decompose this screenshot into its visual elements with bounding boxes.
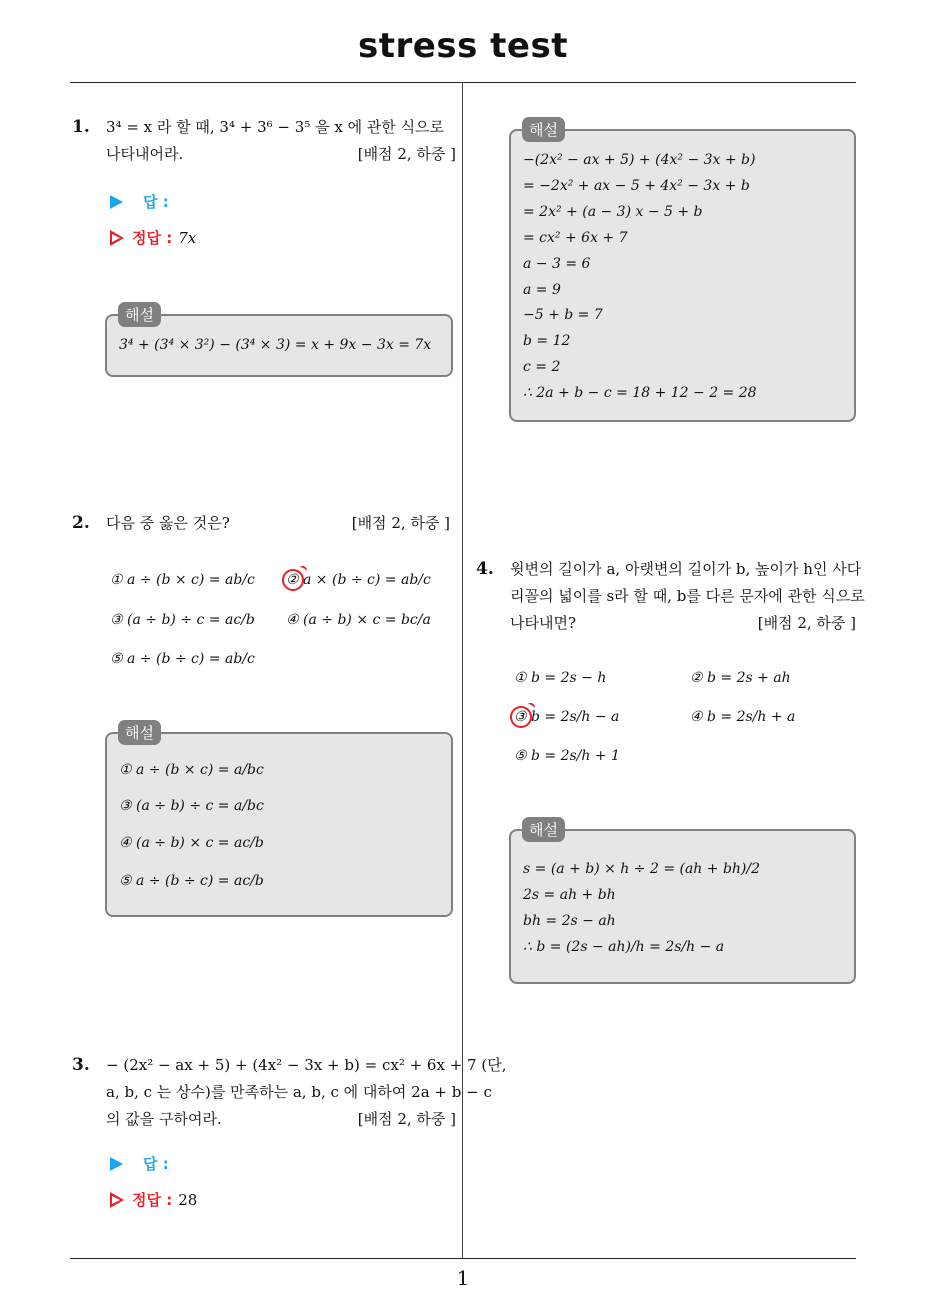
solution-line: ∴ b = (2s − ah)/h = 2s/h − a xyxy=(523,939,725,955)
question-line: 리꼴의 넓이를 s라 할 때, b를 다른 문자에 관한 식으로 xyxy=(510,587,865,605)
question-2-text xyxy=(106,510,450,537)
points-label: [배점 2, 하중 ] xyxy=(351,514,450,532)
solution-line: a − 3 = 6 xyxy=(523,256,591,272)
option-2[interactable]: ② a × (b ÷ c) = ab/c xyxy=(286,572,431,588)
points-label: [배점 2, 하중 ] xyxy=(757,614,856,632)
question-number: 4. xyxy=(476,559,494,579)
points-label: [배점 2, 하중 ] xyxy=(357,1110,456,1128)
question-number: 3. xyxy=(72,1055,90,1075)
correct-value: 28 xyxy=(178,1191,198,1209)
solution-tag: 해설 xyxy=(118,302,161,327)
solution-tag: 해설 xyxy=(118,720,161,745)
question-1-text xyxy=(106,114,456,168)
question-line: 다음 중 옳은 것은? xyxy=(106,514,230,532)
solution-line: ∴ 2a + b − c = 18 + 12 − 2 = 28 xyxy=(523,385,757,401)
solution-line: −(2x² − ax + 5) + (4x² − 3x + b) xyxy=(523,152,756,168)
answer-label: 답 : xyxy=(143,1155,169,1173)
option-1[interactable]: ① a ÷ (b × c) = ab/c xyxy=(110,572,255,588)
question-line: − (2x² − ax + 5) + (4x² − 3x + b) = cx² + 6x + 7 (단, xyxy=(106,1056,507,1074)
solution-line: 3⁴ + (3⁴ × 3²) − (3⁴ × 3) = x + 9x − 3x = 7x xyxy=(119,337,432,353)
solution-box xyxy=(509,129,856,422)
solution-box xyxy=(105,732,453,917)
solution-line: = 2x² + (a − 3) x − 5 + b xyxy=(523,204,703,220)
question-line: 나타내어라. xyxy=(106,145,184,163)
solution-line: 2s = ah + bh xyxy=(523,887,616,903)
solution-line: −5 + b = 7 xyxy=(523,307,603,323)
solution-line: a = 9 xyxy=(523,282,561,298)
solution-tag: 해설 xyxy=(522,117,565,142)
points-label: [배점 2, 하중 ] xyxy=(357,145,456,163)
play-icon xyxy=(110,195,123,209)
solution-line: ⑤ a ÷ (b ÷ c) = ac/b xyxy=(119,873,264,889)
solution-line: ③ (a ÷ b) ÷ c = a/bc xyxy=(119,798,264,814)
option-1[interactable]: ① b = 2s − h xyxy=(514,670,607,686)
selected-mark-icon xyxy=(282,569,304,591)
selected-mark-icon xyxy=(510,706,532,728)
question-line: 나타내면? xyxy=(510,614,577,632)
top-rule xyxy=(70,82,856,83)
solution-line: b = 12 xyxy=(523,333,571,349)
answer-row[interactable] xyxy=(110,191,169,212)
solution-line: = cx² + 6x + 7 xyxy=(523,230,628,246)
question-line: 3⁴ = x 라 할 때, 3⁴ + 3⁶ − 3⁵ 을 x 에 관한 식으로 xyxy=(106,118,445,136)
solution-line: ① a ÷ (b × c) = a/bc xyxy=(119,762,264,778)
question-number: 2. xyxy=(72,513,90,533)
solution-tag: 해설 xyxy=(522,817,565,842)
answer-row[interactable] xyxy=(110,1153,169,1174)
question-line: a, b, c 는 상수)를 만족하는 a, b, c 에 대하여 2a + b − c xyxy=(106,1083,492,1101)
correct-value: 7x xyxy=(178,229,197,247)
solution-line: c = 2 xyxy=(523,359,561,375)
play-outline-icon xyxy=(110,230,124,246)
correct-label: 정답 : xyxy=(132,229,173,247)
option-5[interactable]: ⑤ b = 2s/h + 1 xyxy=(514,748,620,764)
play-outline-icon xyxy=(110,1192,124,1208)
answer-label: 답 : xyxy=(143,193,169,211)
solution-box xyxy=(509,829,856,984)
question-number: 1. xyxy=(72,117,90,137)
question-line: 윗변의 길이가 a, 아랫변의 길이가 b, 높이가 h인 사다 xyxy=(510,560,862,578)
solution-line: = −2x² + ax − 5 + 4x² − 3x + b xyxy=(523,178,750,194)
solution-line: s = (a + b) × h ÷ 2 = (ah + bh)/2 xyxy=(523,861,761,877)
solution-line: bh = 2s − ah xyxy=(523,913,616,929)
correct-answer-row xyxy=(110,1189,197,1210)
question-line: 의 값을 구하여라. xyxy=(106,1110,222,1128)
play-icon xyxy=(110,1157,123,1171)
option-5[interactable]: ⑤ a ÷ (b ÷ c) = ab/c xyxy=(110,651,255,667)
page-number: 1 xyxy=(456,1266,470,1290)
solution-line: ④ (a ÷ b) × c = ac/b xyxy=(119,835,264,851)
bottom-rule xyxy=(70,1258,856,1259)
option-4[interactable]: ④ b = 2s/h + a xyxy=(690,709,796,725)
correct-answer-row xyxy=(110,227,196,248)
correct-label: 정답 : xyxy=(132,1191,173,1209)
question-3-text xyxy=(106,1052,507,1133)
option-3[interactable]: ③ (a ÷ b) ÷ c = ac/b xyxy=(110,612,255,628)
document-title: stress test xyxy=(358,26,568,66)
option-2[interactable]: ② b = 2s + ah xyxy=(690,670,791,686)
question-4-text xyxy=(510,556,865,637)
option-3[interactable]: ③ b = 2s/h − a xyxy=(514,709,620,725)
option-4[interactable]: ④ (a ÷ b) × c = bc/a xyxy=(286,612,431,628)
